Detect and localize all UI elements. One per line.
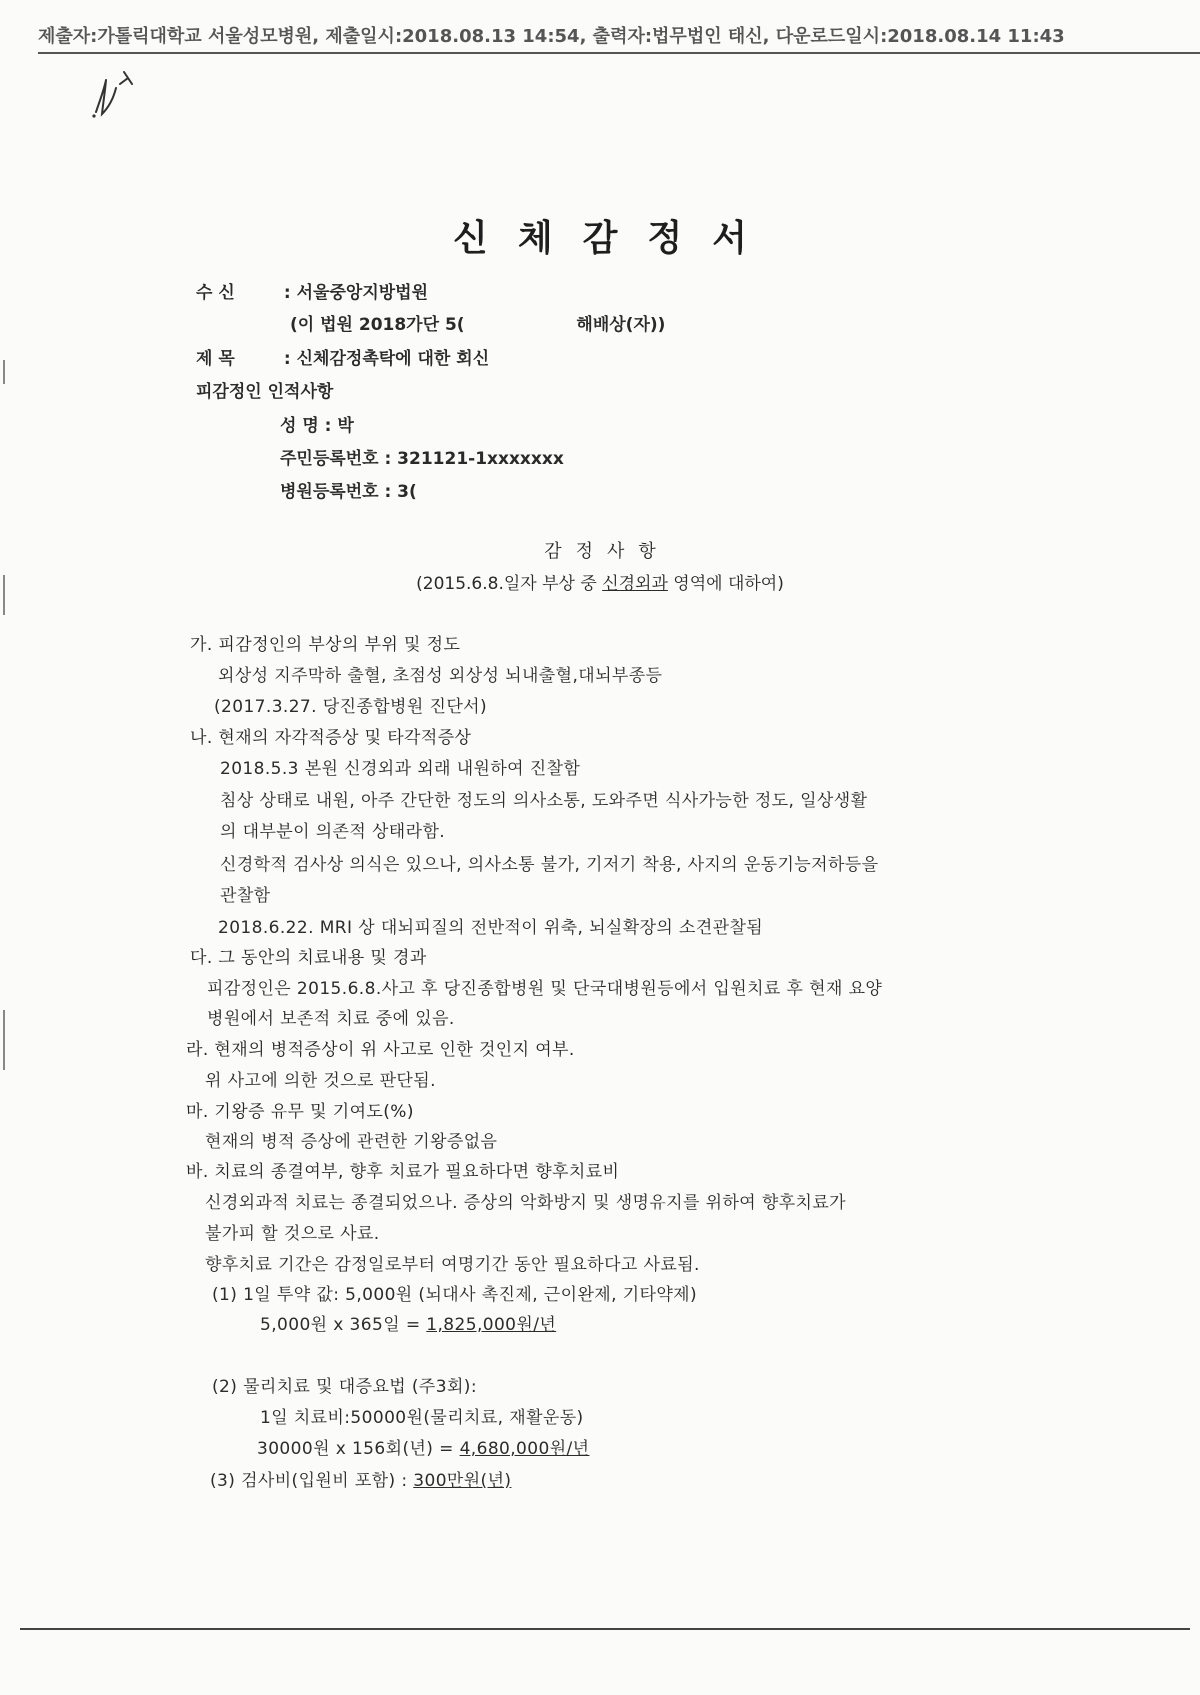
- person-hospital-no-label: 병원등록번호 :: [280, 482, 398, 502]
- item-da-line: 병원에서 보존적 치료 중에 있음.: [207, 1009, 455, 1029]
- item-ba-line: 신경외과적 치료는 종결되었으나. 증상의 악화방지 및 생명유지를 위하여 향후치료가: [205, 1193, 847, 1213]
- section-title: 감정사항: [544, 541, 670, 562]
- person-rrn-line: [280, 444, 564, 469]
- case-reference-suffix: 해배상(자)): [576, 315, 666, 335]
- item-na-title: 나. 현재의 자각적증상 및 타각적증상: [190, 728, 472, 748]
- item-na-line: 2018.6.22. MRI 상 대뇌피질의 전반적이 위축, 뇌실확장의 소견관찰됨: [218, 918, 764, 938]
- section-subtitle: [0, 569, 1200, 594]
- cost-3-line: [210, 1466, 511, 1491]
- person-rrn-value: 321121-1xxxxxxx: [397, 449, 564, 469]
- item-da-line: 피감정인은 2015.6.8.사고 후 당진종합병원 및 단국대병원등에서 입원치료 후 현재 요양: [207, 979, 883, 999]
- recipient-value: : 서울중앙지방법원: [283, 283, 429, 303]
- recipient-line: [196, 278, 428, 303]
- bottom-rule: [20, 1628, 1190, 1630]
- cost-1-calculation: [260, 1310, 556, 1335]
- cost-1-calc-expression: 5,000원 x 365일 =: [260, 1315, 427, 1335]
- person-name-label: 성 명 :: [280, 416, 338, 436]
- cost-2-calc-total: 4,680,000원/년: [459, 1439, 590, 1459]
- person-name-line: [280, 411, 354, 436]
- section-subtitle-underlined: 신경외과: [602, 574, 668, 594]
- person-hospital-no-value: 3(: [397, 482, 417, 502]
- subject-label: 제 목: [196, 349, 235, 369]
- item-na-line: 2018.5.3 본원 신경외과 외래 내원하여 진찰함: [220, 759, 581, 779]
- person-info-header: 피감정인 인적사항: [196, 382, 334, 402]
- item-na-line: 침상 상태로 내원, 아주 간단한 정도의 의사소통, 도와주면 식사가능한 정도, 일상생활: [220, 791, 868, 811]
- item-ba-title: 바. 치료의 종결여부, 향후 치료가 필요하다면 향후치료비: [186, 1162, 620, 1182]
- item-ra-line: 위 사고에 의한 것으로 판단됨.: [205, 1071, 436, 1091]
- fax-header: [38, 22, 1200, 54]
- item-na-line: 신경학적 검사상 의식은 있으나, 의사소통 불가, 기저기 착용, 사지의 운동기능저하등을: [220, 855, 879, 875]
- cost-1-title: (1) 1일 투약 값: 5,000원 (뇌대사 촉진제, 근이완제, 기타약제): [212, 1285, 698, 1305]
- fax-header-text: 제출자:가톨릭대학교 서울성모병원, 제출일시:2018.08.13 14:54, 출력자:법무법인 태신, 다운로드일시:2018.08.14 11:43: [38, 26, 1065, 47]
- document-title: 신체감정서: [453, 218, 777, 259]
- item-ra-title: 라. 현재의 병적증상이 위 사고로 인한 것인지 여부.: [186, 1040, 575, 1060]
- recipient-label: 수 신: [196, 283, 235, 303]
- cost-3-label: (3) 검사비(입원비 포함) :: [210, 1471, 414, 1491]
- item-na-line: 의 대부분이 의존적 상태라함.: [220, 822, 446, 842]
- person-hospital-no-line: [280, 477, 417, 502]
- case-reference-prefix: (이 법원 2018가단 5(: [290, 315, 465, 335]
- item-ga-title: 가. 피감정인의 부상의 부위 및 정도: [190, 635, 461, 655]
- item-ba-line: 불가피 할 것으로 사료.: [205, 1224, 380, 1244]
- section-subtitle-post: 영역에 대하여): [667, 574, 784, 594]
- cost-2-calc-expression: 30000원 x 156회(년) =: [257, 1439, 460, 1459]
- cost-3-total: 300만원(년): [413, 1471, 512, 1491]
- scan-edge-mark: [3, 360, 5, 384]
- person-name-value: 박: [337, 416, 354, 436]
- cost-2-calculation: [257, 1434, 589, 1459]
- section-subtitle-pre: (2015.6.8.일자 부상 중: [416, 574, 603, 594]
- item-ga-line: 외상성 지주막하 출혈, 초점성 외상성 뇌내출혈,대뇌부종등: [218, 666, 663, 686]
- item-ma-title: 마. 기왕증 유무 및 기여도(%): [186, 1102, 414, 1122]
- case-reference-line: [290, 310, 665, 335]
- person-rrn-label: 주민등록번호 :: [280, 449, 398, 469]
- handwritten-initials-mark: [88, 64, 148, 124]
- item-ba-line: 향후치료 기간은 감정일로부터 여명기간 동안 필요하다고 사료됨.: [205, 1255, 700, 1275]
- cost-2-title: (2) 물리치료 및 대증요법 (주3회):: [212, 1377, 477, 1397]
- item-da-title: 다. 그 동안의 치료내용 및 경과: [190, 948, 427, 968]
- subject-value: : 신체감정촉탁에 대한 회신: [283, 349, 490, 369]
- subject-line: [196, 344, 489, 369]
- item-ga-line: (2017.3.27. 당진종합병원 진단서): [214, 697, 487, 717]
- scan-edge-mark: [3, 1010, 5, 1070]
- cost-2-line: 1일 치료비:50000원(물리치료, 재활운동): [260, 1408, 584, 1428]
- item-na-line: 관찰함: [220, 886, 271, 906]
- cost-1-calc-total: 1,825,000원/년: [426, 1315, 557, 1335]
- item-ma-line: 현재의 병적 증상에 관련한 기왕증없음: [205, 1132, 498, 1152]
